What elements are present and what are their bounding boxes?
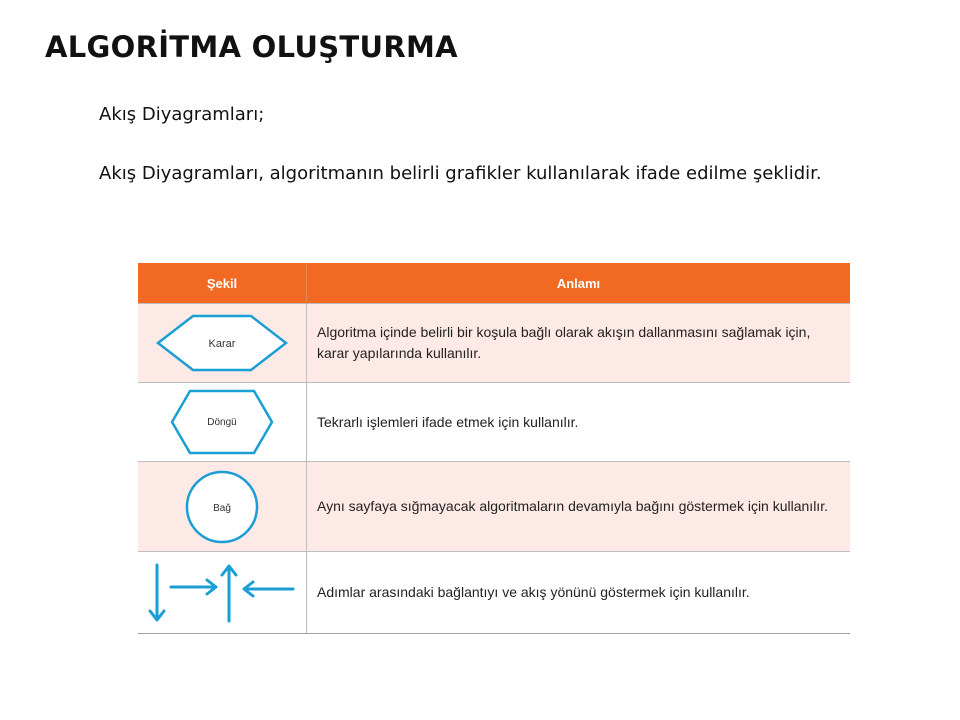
- arrows-shape-icon: [147, 561, 297, 625]
- diamond-shape-icon: [156, 314, 288, 372]
- table-row: [138, 462, 850, 552]
- section-subtitle: Akış Diyagramları;: [99, 104, 265, 125]
- shape-cell: [138, 462, 307, 552]
- meaning-cell: Adımlar arasındaki bağlantıyı ve akış yönünü göstermek için kullanılır.: [307, 552, 851, 634]
- meaning-cell: Tekrarlı işlemleri ifade etmek için kullanılır.: [307, 383, 851, 462]
- header-shape: Şekil: [138, 263, 307, 304]
- meaning-cell: Algoritma içinde belirli bir koşula bağlı olarak akışın dallanmasını sağlamak için, karar yapılarında kullanılır.: [307, 304, 851, 383]
- definition-paragraph: Akış Diyagramları, algoritmanın belirli grafikler kullanılarak ifade edilme şeklidir.: [99, 163, 822, 184]
- table-row: [138, 304, 850, 383]
- header-meaning: Anlamı: [307, 263, 851, 304]
- shape-label-karar: Karar: [208, 338, 236, 350]
- shape-label-bag: Bağ: [213, 502, 231, 514]
- table-row: [138, 552, 850, 634]
- shape-cell: [138, 304, 307, 383]
- flowchart-symbols-table: [138, 263, 850, 634]
- hexagon-shape-icon: [170, 389, 274, 455]
- shape-cell: [138, 383, 307, 462]
- meaning-cell: Aynı sayfaya sığmayacak algoritmaların devamıyla bağını göstermek için kullanılır.: [307, 462, 851, 552]
- shape-cell: [138, 552, 307, 634]
- table-row: [138, 383, 850, 462]
- circle-shape-icon: [184, 469, 260, 545]
- table-header-row: [138, 263, 850, 304]
- page-title: ALGORİTMA OLUŞTURMA: [45, 30, 458, 64]
- shape-label-dongu: Döngü: [207, 417, 237, 428]
